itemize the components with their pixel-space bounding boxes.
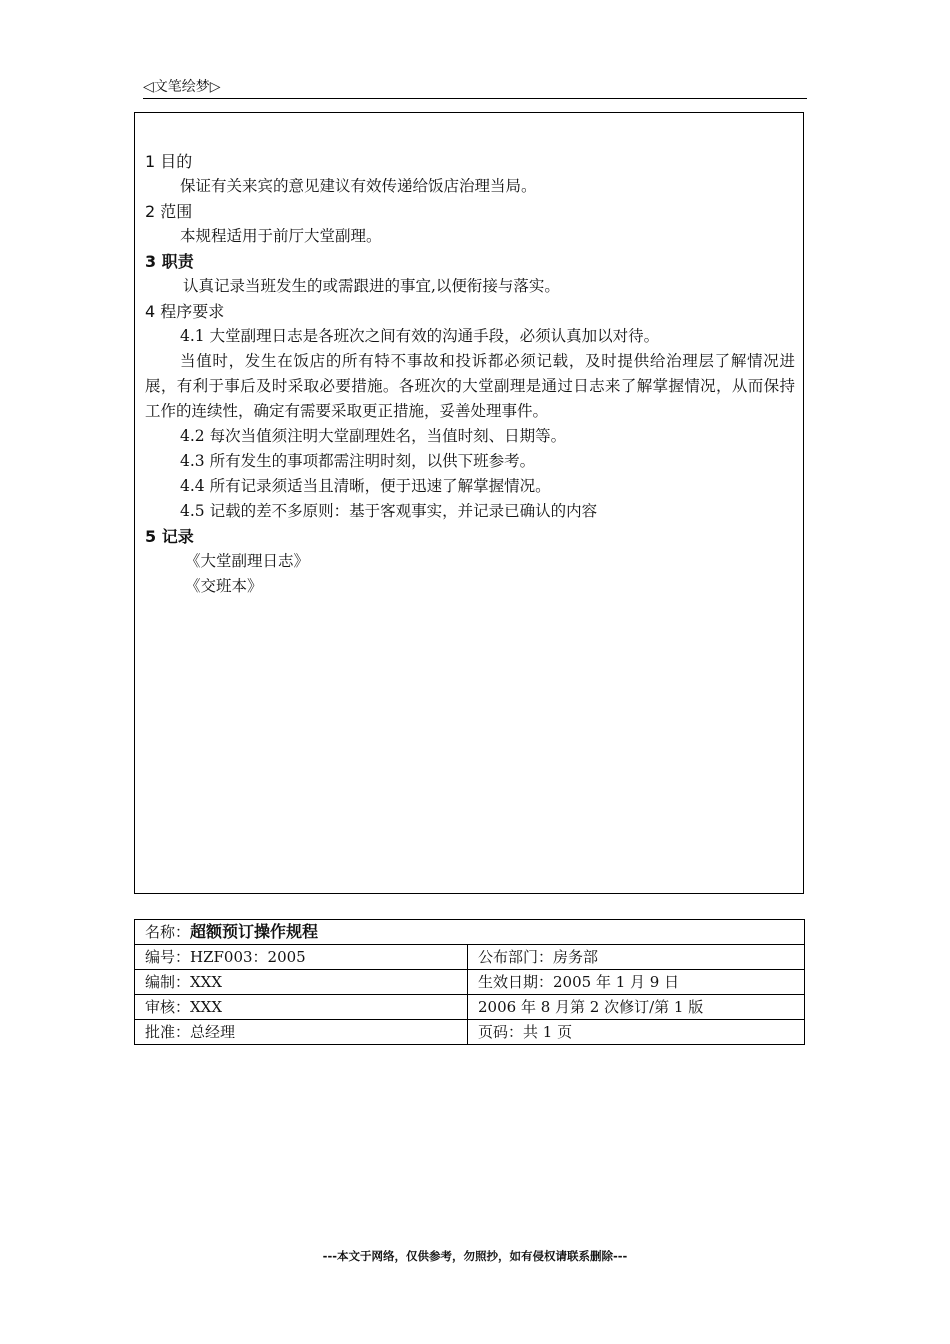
table-row bbox=[135, 970, 805, 995]
procedure-paragraph: 当值时，发生在饭店的所有特不事故和投诉都必须记载，及时提供给治理层了解情况进展，有利于事后及时采取必要措施。各班次的大堂副理是通过日志来了解掌握情况，从而保持工作的连续性，确定有需要采取更正措施，妥善处理事件。 bbox=[145, 352, 795, 420]
approved-by-cell: 批准：总经理 bbox=[135, 1020, 468, 1045]
content-box bbox=[134, 112, 804, 894]
document-info-table bbox=[134, 919, 805, 1045]
table-row bbox=[135, 995, 805, 1020]
section-heading-purpose: 1 目的 bbox=[145, 152, 193, 171]
effective-date-cell: 生效日期：2005 年 1 月 9 日 bbox=[468, 970, 805, 995]
prepared-by-cell: 编制：XXX bbox=[135, 970, 468, 995]
procedure-item-4-5: 4.5 记载的差不多原则：基于客观事实，并记录已确认的内容 bbox=[180, 502, 598, 520]
procedure-content bbox=[145, 149, 795, 599]
page-header bbox=[143, 74, 807, 99]
department-cell: 公布部门：房务部 bbox=[468, 945, 805, 970]
section-text-purpose: 保证有关来宾的意见建议有效传递给饭店治理当局。 bbox=[180, 177, 537, 195]
table-row bbox=[135, 945, 805, 970]
section-text-scope: 本规程适用于前厅大堂副理。 bbox=[180, 227, 382, 245]
section-text-duty: 认真记录当班发生的或需跟进的事宜,以便衔接与落实。 bbox=[183, 277, 560, 295]
footer-disclaimer: ---本文于网络，仅供参考，勿照抄，如有侵权请联系删除--- bbox=[322, 1249, 628, 1263]
revision-cell: 2006 年 8 月第 2 次修订/第 1 版 bbox=[468, 995, 805, 1020]
section-heading-records: 5 记录 bbox=[145, 527, 194, 546]
section-heading-procedure: 4 程序要求 bbox=[145, 302, 225, 321]
code-cell: 编号：HZF003：2005 bbox=[135, 945, 468, 970]
name-cell bbox=[135, 920, 805, 945]
procedure-item-4-3: 4.3 所有发生的事项都需注明时刻，以供下班参考。 bbox=[180, 452, 536, 470]
page-count-cell: 页码：共 1 页 bbox=[468, 1020, 805, 1045]
section-heading-scope: 2 范围 bbox=[145, 202, 193, 221]
reviewed-by-cell: 审核：XXX bbox=[135, 995, 468, 1020]
record-item-log: 《大堂副理日志》 bbox=[185, 552, 310, 570]
procedure-item-4-1: 4.1 大堂副理日志是各班次之间有效的沟通手段，必须认真加以对待。 bbox=[180, 327, 660, 345]
table-row bbox=[135, 920, 805, 945]
name-label: 名称： bbox=[145, 923, 191, 941]
record-item-handover: 《交班本》 bbox=[185, 577, 263, 595]
header-title: ◁文笔绘梦▷ bbox=[143, 79, 221, 95]
procedure-item-4-4: 4.4 所有记录须适当且清晰，便于迅速了解掌握情况。 bbox=[180, 477, 551, 495]
document-name: 超额预订操作规程 bbox=[190, 922, 319, 941]
procedure-item-4-2: 4.2 每次当值须注明大堂副理姓名，当值时刻、日期等。 bbox=[180, 427, 567, 445]
table-row bbox=[135, 1020, 805, 1045]
section-heading-duty: 3 职责 bbox=[145, 252, 194, 271]
